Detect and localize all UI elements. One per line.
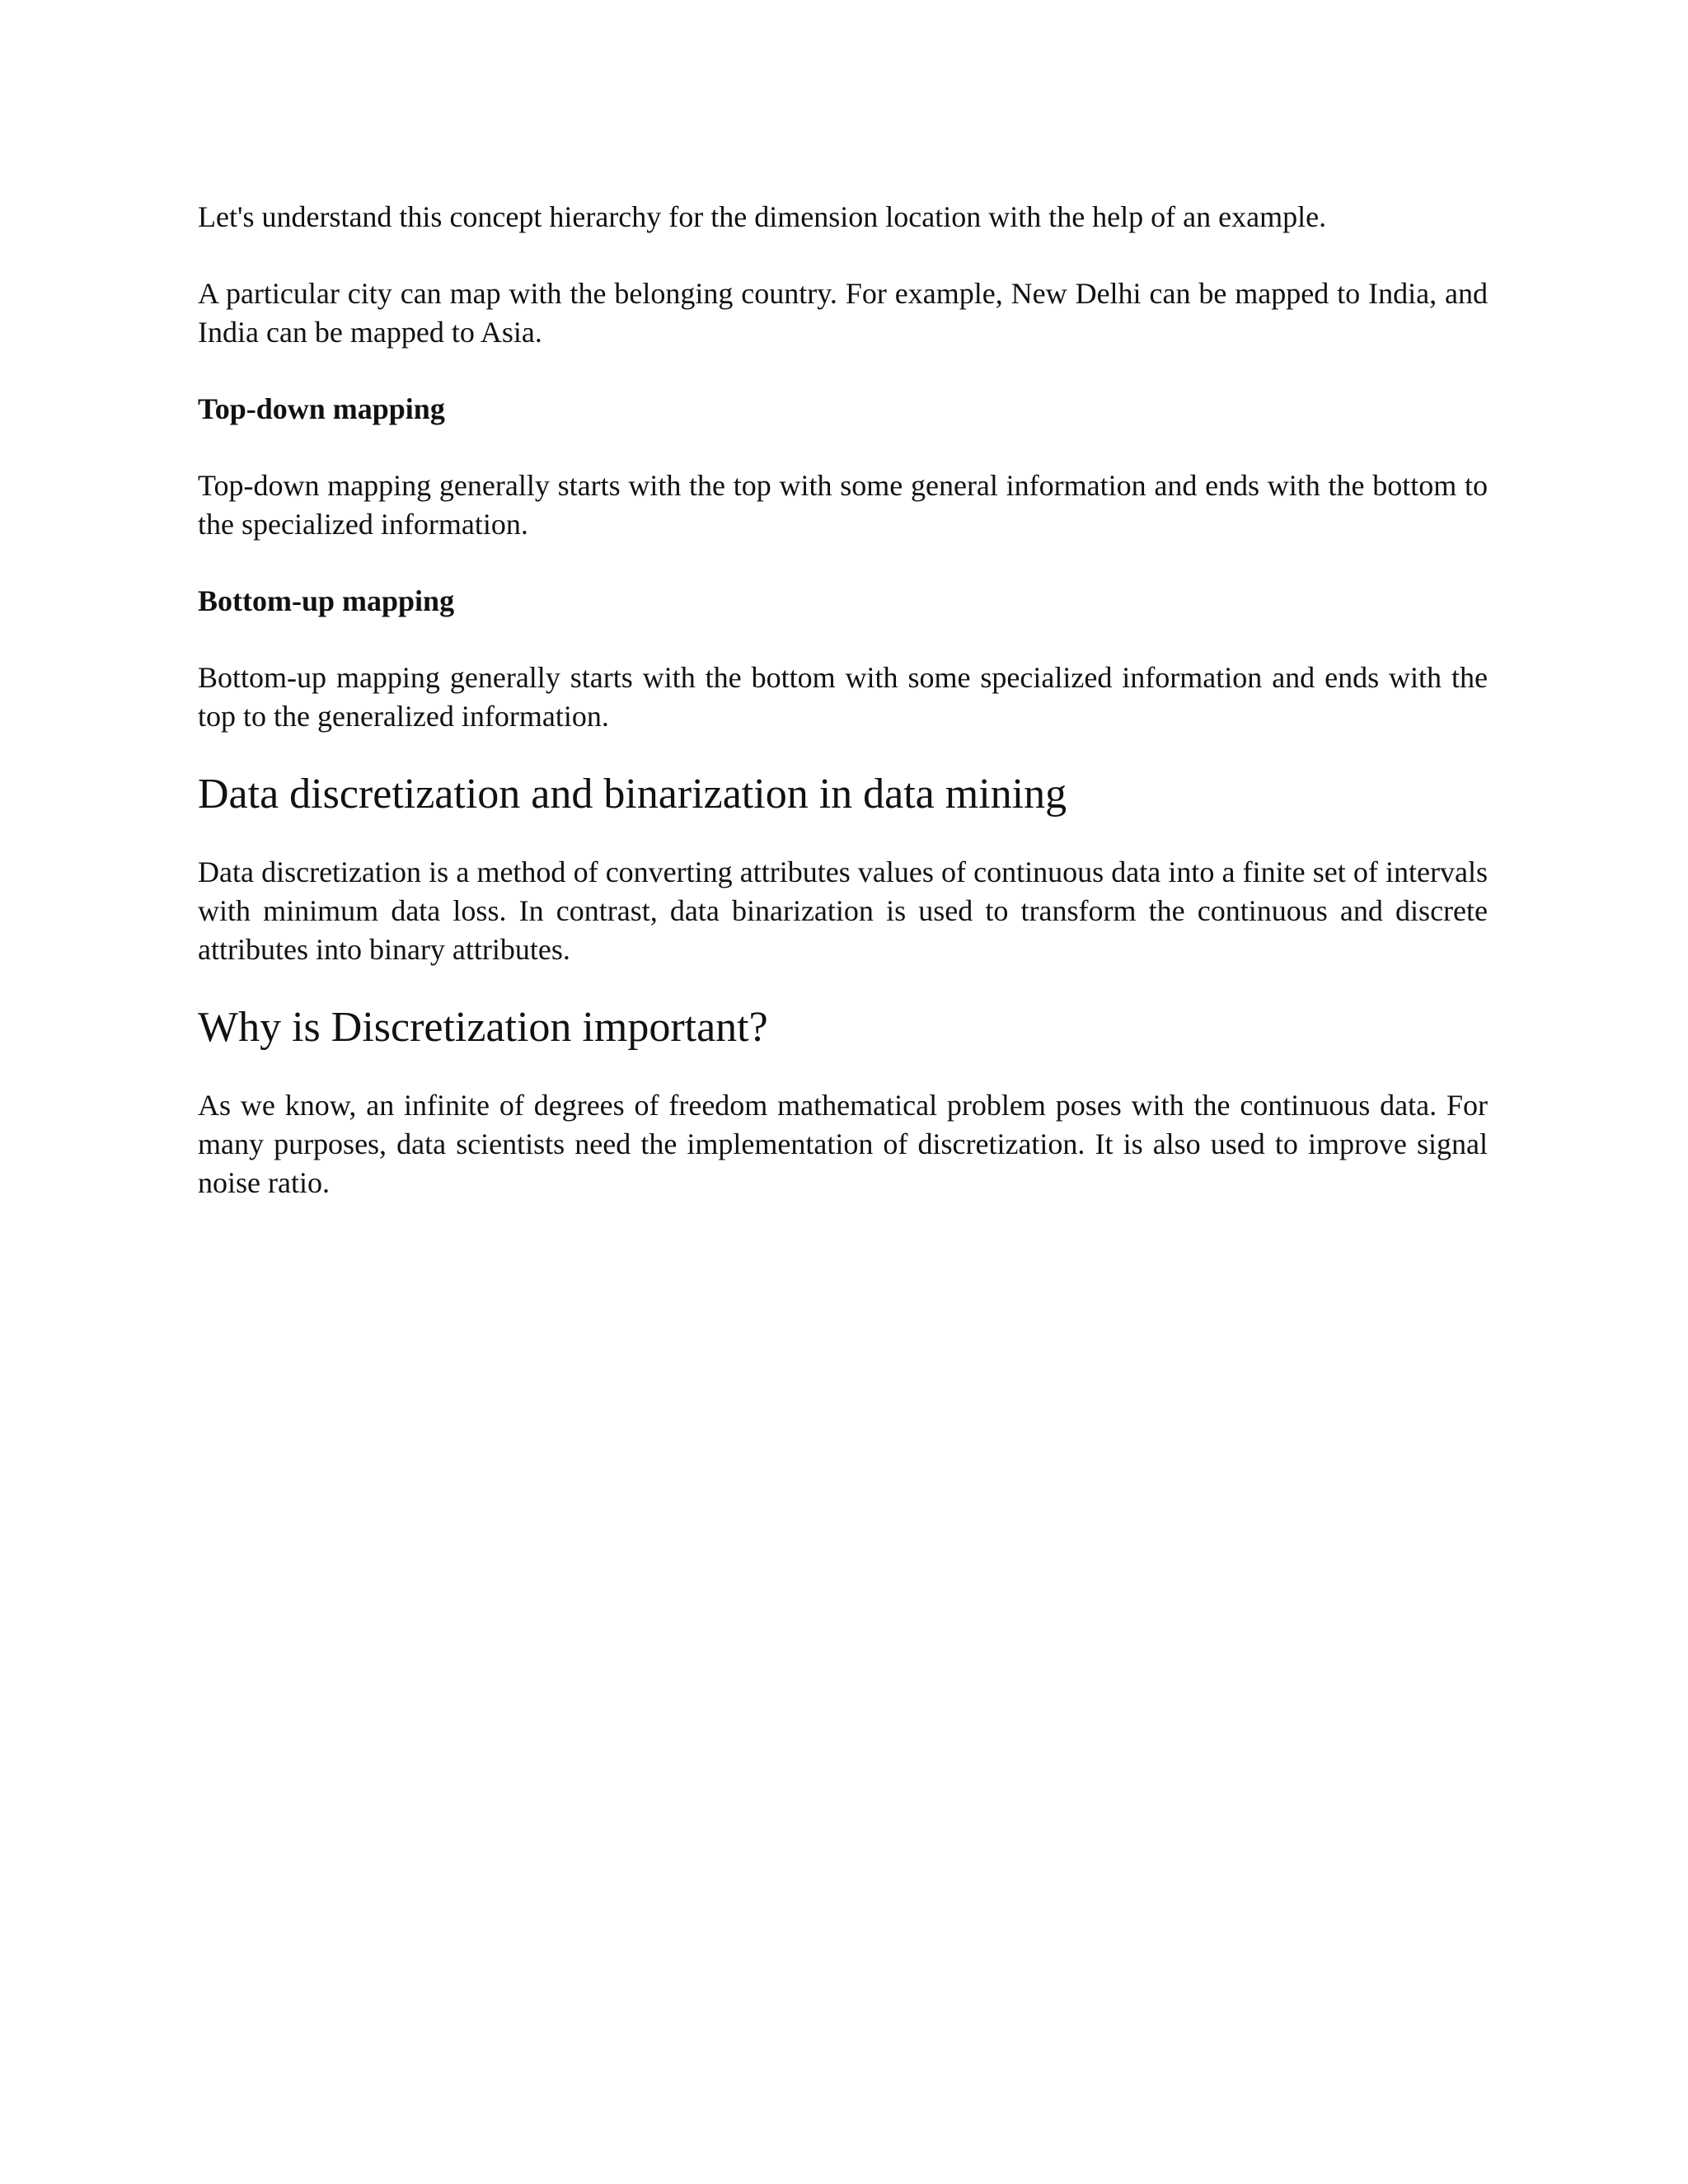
bottomup-mapping-heading: Bottom-up mapping [198,584,455,617]
intro-paragraph: Let's understand this concept hierarchy for the dimension location with the help of an example. [198,200,1327,233]
bottomup-mapping-paragraph: Bottom-up mapping generally starts with the bottom with some specialized information and ends with the top to the generalized information. [198,661,1488,733]
why-discretization-paragraph: As we know, an infinite of degrees of freedom mathematical problem poses with the continuous data. For many purposes, data scientists need the implementation of discretization. It is also used to improve signal noise ratio. [198,1089,1488,1199]
data-discretization-paragraph: Data discretization is a method of converting attributes values of continuous data into a finite set of intervals with minimum data loss. In contrast, data binarization is used to transform the continuous and discrete attributes into binary attributes. [198,855,1488,966]
topdown-mapping-heading: Top-down mapping [198,392,445,425]
data-discretization-heading: Data discretization and binarization in data mining [198,771,1067,818]
why-discretization-heading: Why is Discretization important? [198,1004,768,1051]
document-body [198,198,1488,1240]
city-mapping-paragraph: A particular city can map with the belonging country. For example, New Delhi can be mapped to India, and India can be mapped to Asia. [198,277,1488,349]
topdown-mapping-paragraph: Top-down mapping generally starts with the top with some general information and ends with the bottom to the specialized information. [198,469,1488,541]
